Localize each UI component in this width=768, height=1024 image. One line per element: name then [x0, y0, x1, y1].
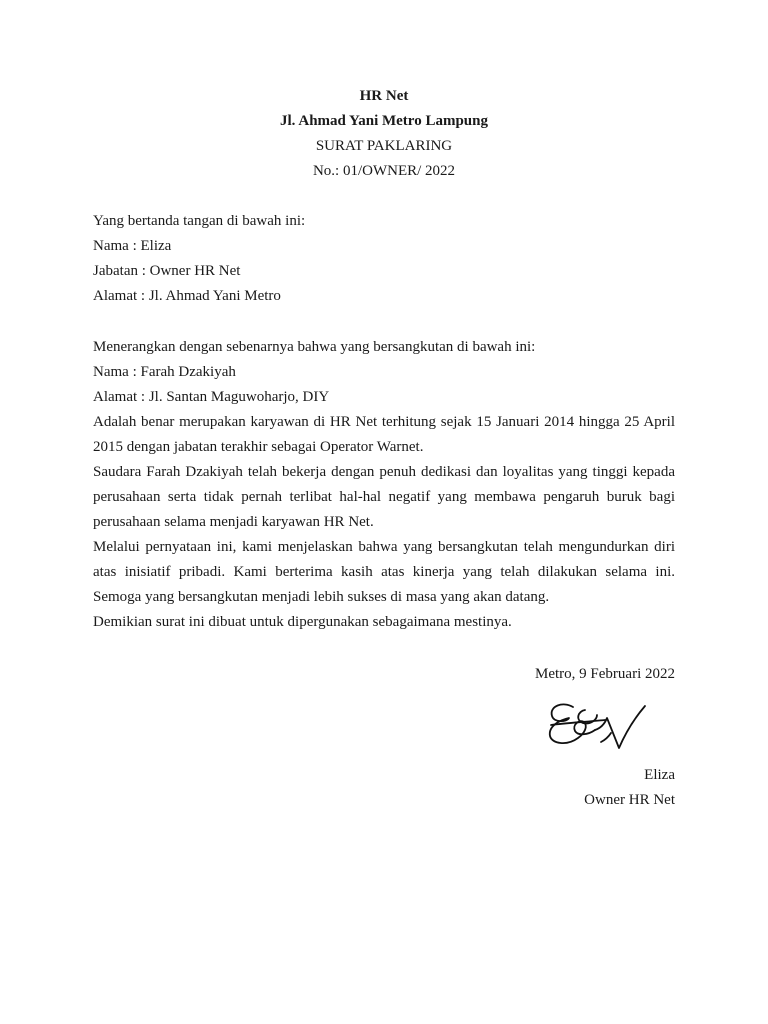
- paragraph-2-line-1: Saudara Farah Dzakiyah telah bekerja dengan penuh dedikasi dan loyalitas yang tinggi kepada: [93, 464, 675, 480]
- signer-intro: Yang bertanda tangan di bawah ini:: [93, 213, 306, 229]
- signer-position: Jabatan : Owner HR Net: [93, 263, 241, 279]
- handwritten-signature: [545, 698, 657, 756]
- paragraph-3-line-3: Semoga yang bersangkutan menjadi lebih sukses di masa yang akan datang.: [93, 589, 550, 605]
- company-address: Jl. Ahmad Yani Metro Lampung: [280, 113, 488, 129]
- letter-number: No.: 01/OWNER/ 2022: [312, 163, 456, 179]
- signature-title: Owner HR Net: [584, 792, 675, 808]
- subject-address: Alamat : Jl. Santan Maguwoharjo, DIY: [93, 389, 330, 405]
- paragraph-2-line-3: perusahaan selama menjadi karyawan HR Net.: [93, 514, 374, 530]
- paragraph-3-line-1: Melalui pernyataan ini, kami menjelaskan bahwa yang bersangkutan telah mengundurkan diri: [93, 539, 675, 555]
- signature-block: [93, 766, 675, 816]
- subject-intro: Menerangkan dengan sebenarnya bahwa yang bersangkutan di bawah ini:: [93, 339, 536, 355]
- paragraph-3-line-2: atas inisiatif pribadi. Kami berterima kasih atas kinerja yang telah dilakukan selama ini.: [93, 564, 675, 580]
- paragraph-1-line-1: Adalah benar merupakan karyawan di HR Net terhitung sejak 15 Januari 2014 hingga 25 April: [93, 414, 675, 430]
- paragraph-1-line-2: 2015 dengan jabatan terakhir sebagai Operator Warnet.: [93, 439, 424, 455]
- signer-section: [93, 212, 675, 312]
- paragraph-4: Demikian surat ini dibuat untuk dipergunakan sebagaimana mestinya.: [93, 614, 512, 630]
- signer-address: Alamat : Jl. Ahmad Yani Metro: [93, 288, 281, 304]
- place-date-text: Metro, 9 Februari 2022: [535, 666, 675, 682]
- company-name: HR Net: [359, 88, 409, 104]
- place-date: [93, 665, 675, 690]
- signature-drawing: [545, 698, 657, 756]
- subject-name: Nama : Farah Dzakiyah: [93, 364, 236, 380]
- paragraph-2-line-2: perusahaan serta tidak pernah terlibat hal-hal negatif yang membawa pengaruh buruk bagi: [93, 489, 675, 505]
- letter-header: [93, 87, 675, 187]
- letter-page: [93, 0, 675, 1024]
- signer-name: Nama : Eliza: [93, 238, 172, 254]
- letter-title: SURAT PAKLARING: [315, 138, 453, 154]
- letter-body: [93, 338, 675, 638]
- signature-name: Eliza: [644, 767, 675, 783]
